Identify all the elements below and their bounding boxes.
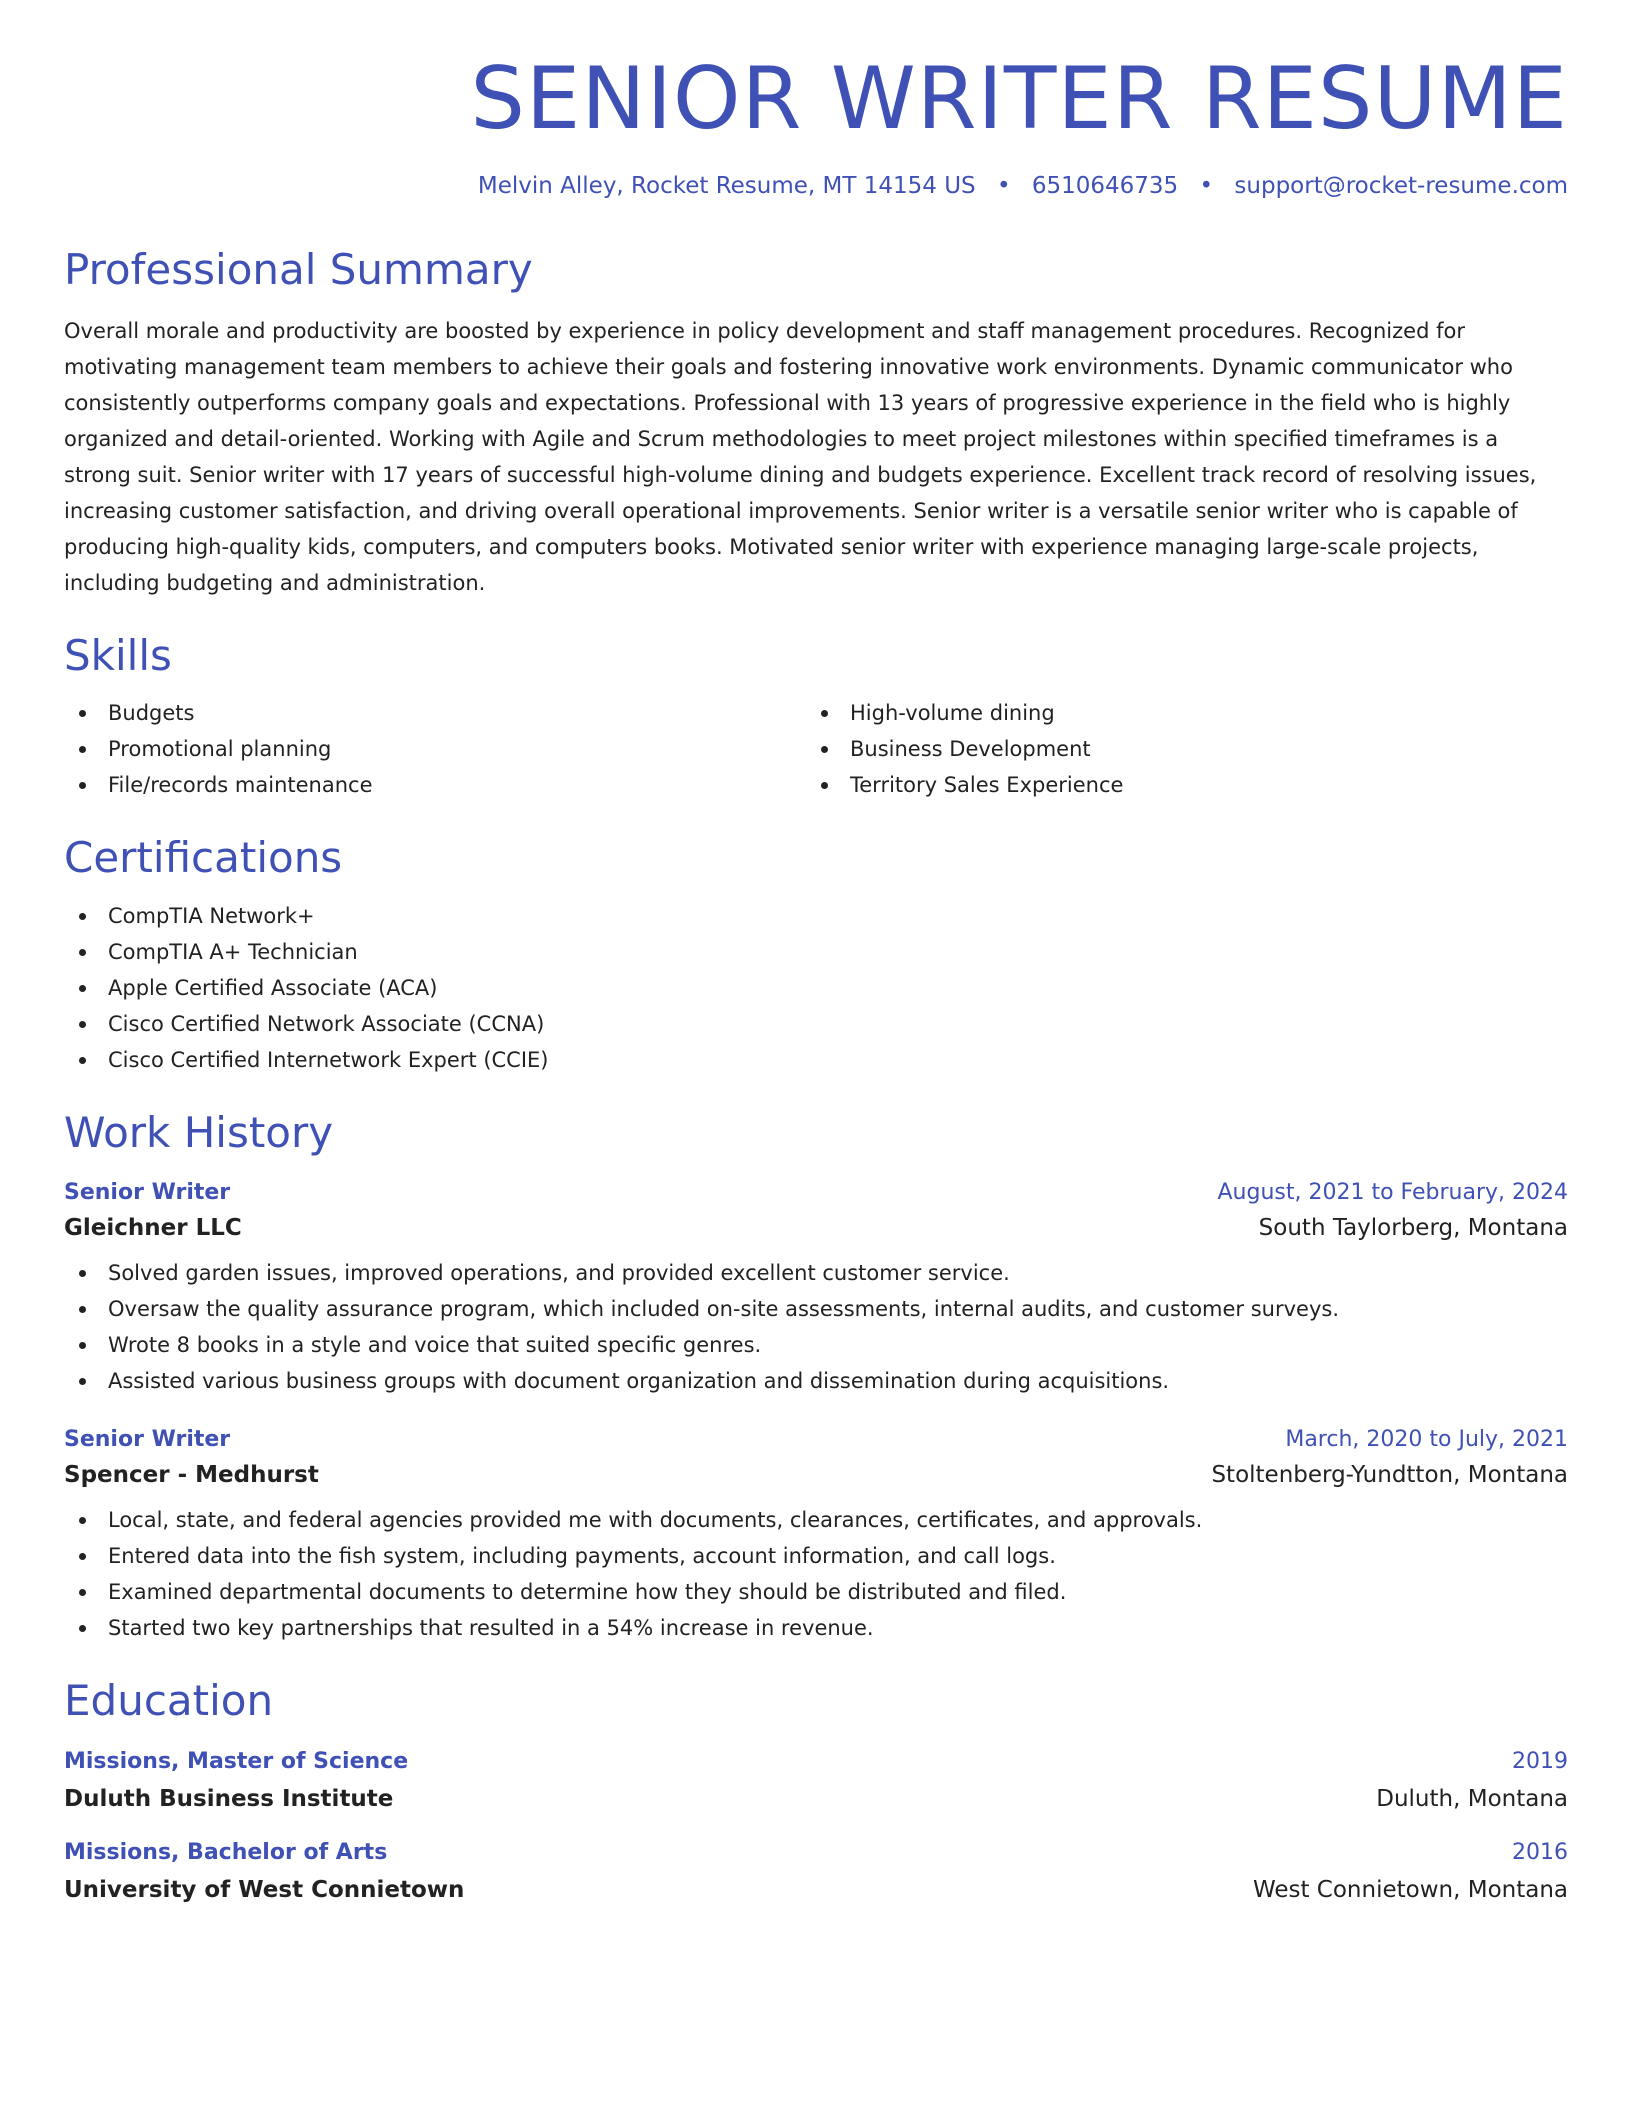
list-item: Promotional planning — [64, 731, 806, 767]
list-item: Local, state, and federal agencies provided me with documents, clearances, certificates, and approvals. — [64, 1502, 1568, 1538]
list-item: Examined departmental documents to determine how they should be distributed and filed. — [64, 1574, 1568, 1610]
job-entry — [64, 1427, 1568, 1646]
education-location: West Connietown, Montana — [1252, 1876, 1568, 1903]
list-item: Wrote 8 books in a style and voice that suited specific genres. — [64, 1327, 1568, 1363]
certifications-list — [64, 898, 1568, 1078]
resume-page — [64, 0, 1568, 1903]
list-item: Budgets — [64, 695, 806, 731]
education-header-row — [64, 1749, 1568, 1774]
education-school-row — [64, 1786, 1568, 1812]
summary-heading: Professional Summary — [64, 244, 533, 294]
page-title: SENIOR WRITER RESUME — [470, 49, 1568, 149]
job-dates: August, 2021 to February, 2024 — [1217, 1180, 1568, 1206]
list-item: High-volume dining — [806, 695, 1548, 731]
contact-separator: • — [1199, 172, 1214, 199]
education-degree: Missions, Master of Science — [64, 1748, 409, 1774]
contact-phone: 6510646735 — [1031, 172, 1179, 199]
certifications-section — [64, 833, 1568, 1077]
education-entry — [64, 1749, 1568, 1812]
education-school-row — [64, 1877, 1568, 1903]
list-item: Entered data into the fish system, including payments, account information, and call logs. — [64, 1538, 1568, 1574]
list-item: Business Development — [806, 731, 1548, 767]
education-entry — [64, 1840, 1568, 1903]
list-item: Assisted various business groups with document organization and dissemination during acquisitions. — [64, 1363, 1568, 1399]
skills-section — [64, 631, 1568, 803]
job-bullets — [64, 1502, 1568, 1646]
list-item: Cisco Certified Network Associate (CCNA) — [64, 1006, 1568, 1042]
skills-grid — [64, 695, 1568, 803]
contact-email: support@rocket-resume.com — [1234, 172, 1568, 199]
contact-address: Melvin Alley, Rocket Resume, MT 14154 US — [477, 172, 976, 199]
job-location: Stoltenberg-Yundtton, Montana — [1211, 1462, 1568, 1489]
list-item: Solved garden issues, improved operations, and provided excellent customer service. — [64, 1255, 1568, 1291]
education-section — [64, 1676, 1568, 1902]
summary-text: Overall morale and productivity are boosted by experience in policy development and staff management procedures. Recognized for motivating management team members to achieve their goals and fostering innovative work environments. Dynamic communicator who consistently outperforms company goals and expectations. Professional with 13 years of progressive experience in the field who is highly organized and detail-oriented. Working with Agile and Scrum methodologies to meet project milestones within specified timeframes is a strong suit. Senior writer with 17 years of successful high-volume dining and budgets experience. Excellent track record of resolving issues, increasing customer satisfaction, and driving overall operational improvements. Senior writer is a versatile senior writer who is capable of producing high-quality kids, computers, and computers books. Motivated senior writer with experience managing large-scale projects, including budgeting and administration. — [64, 318, 1537, 595]
work-history-section — [64, 1108, 1568, 1646]
job-title: Senior Writer — [64, 1427, 231, 1453]
skills-list-right — [806, 695, 1548, 803]
skills-list-left — [64, 695, 806, 803]
contact-line — [64, 173, 1568, 199]
summary-section — [64, 245, 1568, 601]
education-degree: Missions, Bachelor of Arts — [64, 1839, 388, 1865]
job-company-row — [64, 1462, 1568, 1488]
job-header-row — [64, 1427, 1568, 1452]
job-header-row — [64, 1180, 1568, 1205]
list-item: Oversaw the quality assurance program, which included on-site assessments, internal audits, and customer surveys. — [64, 1291, 1568, 1327]
list-item: Cisco Certified Internetwork Expert (CCIE) — [64, 1042, 1568, 1078]
certifications-heading: Certifications — [64, 833, 343, 883]
education-year: 2019 — [1512, 1748, 1568, 1774]
list-item: Territory Sales Experience — [806, 767, 1548, 803]
education-year: 2016 — [1512, 1839, 1568, 1865]
job-title: Senior Writer — [64, 1180, 231, 1206]
education-school: University of West Connietown — [64, 1876, 465, 1903]
job-company: Gleichner LLC — [64, 1215, 242, 1242]
skills-heading: Skills — [64, 630, 172, 680]
job-bullets — [64, 1255, 1568, 1399]
job-company: Spencer - Medhurst — [64, 1462, 319, 1489]
list-item: CompTIA A+ Technician — [64, 934, 1568, 970]
education-school: Duluth Business Institute — [64, 1785, 394, 1812]
job-entry — [64, 1180, 1568, 1399]
work-history-heading: Work History — [64, 1107, 334, 1157]
education-header-row — [64, 1840, 1568, 1865]
education-heading: Education — [64, 1676, 274, 1726]
contact-separator: • — [996, 172, 1011, 199]
job-location: South Taylorberg, Montana — [1258, 1215, 1568, 1242]
list-item: Apple Certified Associate (ACA) — [64, 970, 1568, 1006]
list-item: File/records maintenance — [64, 767, 806, 803]
list-item: CompTIA Network+ — [64, 898, 1568, 934]
education-location: Duluth, Montana — [1376, 1785, 1568, 1812]
list-item: Started two key partnerships that resulted in a 54% increase in revenue. — [64, 1610, 1568, 1646]
job-company-row — [64, 1215, 1568, 1241]
job-dates: March, 2020 to July, 2021 — [1285, 1427, 1568, 1453]
